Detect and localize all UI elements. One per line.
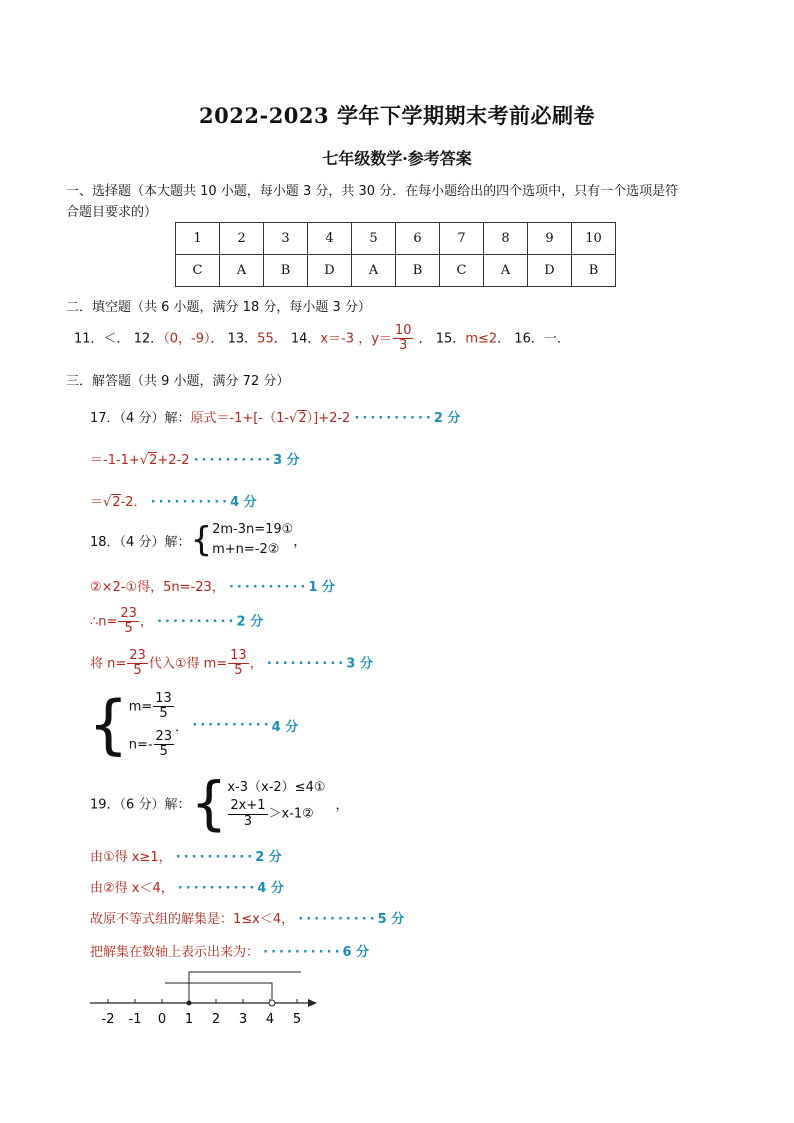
axis-label: -2 (101, 1012, 115, 1027)
axis-label: 1 (184, 1012, 194, 1027)
table-cell: 6 (396, 223, 440, 255)
table-cell: A (220, 255, 264, 287)
table-cell: 10 (572, 223, 616, 255)
score-mark: 2 分 (433, 411, 461, 426)
table-cell: 4 (308, 223, 352, 255)
q19-step4 (90, 941, 369, 960)
q18-step2-a: ∴n= (90, 614, 118, 630)
q16: 16．一． (514, 331, 570, 347)
q14-x: x＝-3 (320, 331, 355, 347)
table-row (176, 223, 616, 255)
dot-leader: ·········· (177, 881, 258, 896)
q12-label: 12． (133, 331, 164, 347)
fraction-denominator: 5 (124, 621, 133, 637)
axis-label: 3 (238, 1012, 248, 1027)
result-system (129, 692, 175, 759)
table-cell: 2 (220, 223, 264, 255)
q14-y: ，y＝ (358, 331, 392, 347)
closed-point (187, 1001, 192, 1006)
equation-end: ， (293, 534, 307, 550)
dot-leader: ·········· (150, 495, 231, 510)
result-end: ． (175, 720, 189, 736)
q19-step1-text: 由①得 x≥1， (90, 850, 172, 865)
q17-line2: ＝-1-1+√2+2-2 ··········3 分 (90, 453, 300, 468)
table-cell: 1 (176, 223, 220, 255)
left-brace: { (190, 769, 228, 837)
table-cell: A (352, 255, 396, 287)
score-mark: 5 分 (377, 912, 405, 927)
q18-label: 18．（4 分）解： (90, 534, 191, 550)
q17-line2-a: ＝-1-1+ (90, 453, 140, 468)
answer-table (175, 222, 616, 287)
q12-value: （0，-9） (163, 331, 211, 347)
inequality-system (227, 777, 325, 829)
solution-ray-2 (165, 983, 272, 999)
q17-expr: 原式＝-1+[-（1-√2）]+2-2 (190, 411, 351, 426)
table-cell: 8 (484, 223, 528, 255)
table-cell: 7 (440, 223, 484, 255)
axis-label: 2 (211, 1012, 221, 1027)
fraction (118, 607, 139, 637)
dot-leader: ·········· (354, 411, 434, 426)
q18-system (90, 520, 306, 560)
equation-system (212, 520, 293, 560)
fraction (153, 692, 174, 722)
fraction-numerator: 23 (155, 728, 173, 744)
table-cell: B (572, 255, 616, 287)
inequality-end: ， (335, 797, 349, 813)
q19-system (90, 769, 349, 837)
table-cell: 9 (528, 223, 572, 255)
q15-end: ． (497, 331, 511, 347)
fraction (127, 649, 148, 679)
q15-value: m≤2 (465, 331, 498, 347)
q19-step4-text: 把解集在数轴上表示出来为： (90, 945, 260, 960)
q14-label: 14． (290, 331, 321, 347)
axis-label: 4 (265, 1012, 275, 1027)
table-row (176, 255, 616, 287)
sqrt-radicand: 2 (112, 495, 121, 510)
fraction-numerator: 2x+1 (230, 798, 266, 814)
section3-heading: 三．解答题（共 9 小题，满分 72 分） (66, 374, 290, 389)
fraction-denominator: 5 (234, 663, 243, 679)
score-mark: 1 分 (308, 580, 335, 595)
q19-step1 (90, 846, 282, 865)
score-mark: 3 分 (346, 656, 373, 672)
score-mark: 4 分 (257, 881, 284, 896)
fraction-numerator: 13 (230, 648, 247, 663)
fraction-denominator: 3 (243, 813, 253, 829)
q19-step3-text: 故原不等式组的解集是：1≤x＜4， (90, 912, 295, 927)
dot-leader: ·········· (298, 912, 378, 927)
q18-step3-c: ， (249, 656, 263, 672)
q17-line3-a: ＝ (90, 495, 104, 510)
table-cell: C (440, 255, 484, 287)
table-cell: D (528, 255, 572, 287)
result-m-label: m= (128, 699, 153, 715)
q19-step2 (90, 877, 284, 896)
q13-value: 55 (257, 331, 274, 347)
q13-end: ． (273, 331, 287, 347)
q17-line3: ＝√2-2． ··········4 分 (90, 495, 257, 510)
table-cell: B (396, 255, 440, 287)
q14-fraction (393, 324, 414, 354)
q14-end: ． (418, 331, 432, 347)
dot-leader: ·········· (193, 453, 274, 468)
table-cell: B (264, 255, 308, 287)
fraction-numerator: 23 (129, 648, 146, 663)
fill-answers (74, 324, 570, 354)
page-title: 2022-2023 学年下学期期末考前必刷卷 (199, 103, 595, 128)
dot-leader: ·········· (266, 656, 347, 672)
q19-step3 (90, 908, 404, 927)
axis-label: 0 (157, 1012, 167, 1027)
q18-step2-b: ， (139, 614, 153, 630)
score-mark: 3 分 (273, 453, 300, 468)
q17-label: 17．（4 分）解： (90, 411, 191, 426)
q15-label: 15． (435, 331, 466, 347)
table-cell: C (176, 255, 220, 287)
table-cell: 3 (264, 223, 308, 255)
fraction (154, 730, 175, 760)
q17-expr-a: 原式＝-1+[-（1- (190, 411, 290, 426)
fraction (228, 799, 267, 829)
score-mark: 4 分 (230, 495, 257, 510)
q18-step2 (90, 607, 263, 637)
axis-label: -1 (128, 1012, 142, 1027)
fraction-numerator: 10 (394, 323, 412, 338)
q17-line1 (90, 407, 460, 426)
q11: 11．＜． (74, 331, 130, 347)
q18-step3-a: 将 n= (90, 656, 127, 672)
section1-heading-line2: 合题目要求的） (66, 205, 158, 220)
fraction-numerator: 13 (155, 691, 172, 706)
fraction-denominator: 5 (159, 706, 168, 722)
result-n-label: n=- (128, 736, 153, 752)
number-line (85, 965, 335, 1031)
q18-result (88, 688, 299, 763)
open-point (269, 1000, 275, 1006)
fraction (228, 649, 249, 679)
q13-label: 13． (227, 331, 258, 347)
axis-label: 5 (292, 1012, 302, 1027)
score-mark: 2 分 (255, 850, 282, 865)
q12-end: ． (210, 331, 224, 347)
equation-2: m+n=-2② (212, 542, 280, 557)
q18-step1-text: ②×2-①得，5n=-23， (90, 580, 225, 595)
fraction-numerator: 23 (120, 606, 137, 621)
q17-line3-b: -2． (120, 495, 147, 510)
page-subtitle: 七年级数学·参考答案 (322, 149, 472, 168)
dot-leader: ·········· (175, 850, 256, 865)
dot-leader: ·········· (192, 718, 272, 734)
section2-heading: 二．填空题（共 6 小题，满分 18 分，每小题 3 分） (66, 300, 371, 315)
inequality-1: x-3（x-2）≤4① (227, 780, 326, 796)
equation-1: 2m-3n=19① (212, 522, 294, 537)
fraction-denominator: 5 (159, 743, 168, 759)
q19-label: 19．（6 分）解： (90, 797, 191, 813)
dot-leader: ·········· (157, 614, 237, 630)
q18-step1 (90, 576, 335, 595)
q17-line2-b: +2-2 (157, 453, 190, 468)
score-mark: 6 分 (342, 945, 370, 960)
q17-expr-b: ）]+2-2 (306, 411, 351, 426)
sqrt-radicand: 2 (149, 453, 158, 468)
arrow-icon (308, 999, 317, 1007)
table-cell: D (308, 255, 352, 287)
table-cell: 5 (352, 223, 396, 255)
score-mark: 2 分 (236, 614, 264, 630)
inequality-2-rest: ＞x-1② (268, 806, 314, 822)
q18-step3-b: 代入①得 m= (148, 656, 228, 672)
dot-leader: ·········· (263, 945, 343, 960)
solution-ray-1 (189, 972, 301, 1003)
left-brace: { (190, 520, 213, 560)
q18-step3 (90, 649, 373, 679)
dot-leader: ·········· (228, 580, 309, 595)
sqrt-radicand: 2 (298, 411, 307, 426)
table-cell: A (484, 255, 528, 287)
q19-step2-text: 由②得 x＜4， (90, 881, 174, 896)
score-mark: 4 分 (271, 720, 299, 736)
left-brace: { (88, 688, 129, 763)
fraction-denominator: 3 (399, 338, 408, 354)
section1-heading-line1: 一、选择题（本大题共 10 小题，每小题 3 分，共 30 分．在每小题给出的四个选项中，只有一个选项是符 (66, 184, 679, 199)
fraction-denominator: 5 (133, 663, 142, 679)
